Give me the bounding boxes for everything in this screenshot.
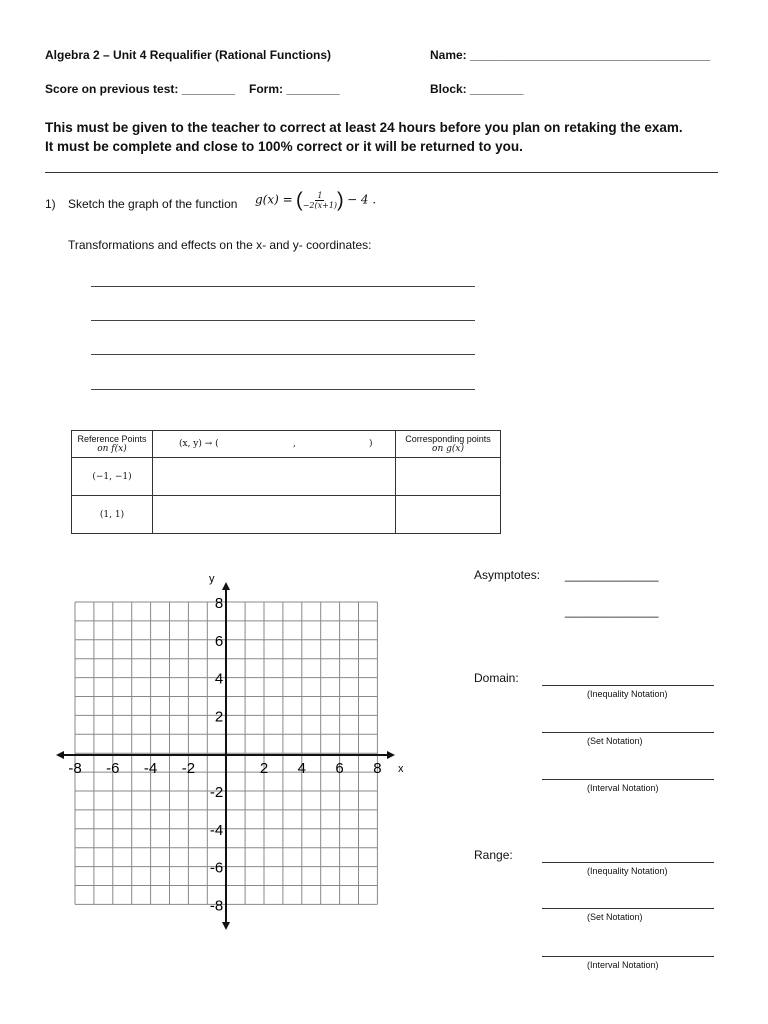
y-tick-label: 6	[214, 632, 224, 650]
x-tick-label: -8	[68, 760, 82, 778]
block-field[interactable]	[430, 82, 523, 96]
ref-point-cell: (1, 1)	[72, 496, 153, 534]
block-blank: ________	[470, 82, 524, 96]
form-label: Form:	[249, 82, 283, 96]
y-axis-up-arrow	[222, 582, 230, 590]
axes	[56, 582, 395, 930]
mapping-close: )	[369, 439, 373, 449]
y-tick-label: -2	[209, 784, 224, 801]
table-header-row	[72, 431, 501, 458]
function-rhs: − 4 .	[347, 192, 377, 207]
answer-line-4[interactable]	[91, 389, 475, 390]
x-tick-label: 6	[335, 760, 344, 778]
mapping-comma: ,	[293, 439, 296, 449]
score-field[interactable]	[45, 82, 235, 96]
corresponding-cell[interactable]	[396, 458, 501, 496]
close-paren: )	[337, 189, 344, 212]
y-axis-down-arrow	[222, 922, 230, 930]
y-tick-label: 4	[214, 670, 224, 688]
fraction-numerator: 1	[317, 191, 323, 200]
answer-line-3[interactable]	[91, 354, 475, 355]
header-mapping-rule[interactable]	[153, 431, 396, 458]
transformations-prompt: Transformations and effects on the x- and y- coordinates:	[68, 238, 372, 252]
header-ref-line-2: on f(x)	[97, 444, 127, 454]
range-inequality-note: (Inequality Notation)	[587, 866, 668, 876]
corresponding-cell[interactable]	[396, 496, 501, 534]
x-tick-label: 2	[259, 760, 269, 778]
open-paren: (	[296, 189, 303, 212]
fraction-denominator: −2(x+1)	[302, 201, 338, 210]
domain-interval-line[interactable]	[542, 779, 714, 780]
domain-set-line[interactable]	[542, 732, 714, 733]
ref-point-cell: (−1, −1)	[72, 458, 153, 496]
mapping-cell[interactable]	[153, 496, 396, 534]
table-row	[72, 458, 501, 496]
mapping-cell[interactable]	[153, 458, 396, 496]
asymptote-blank-2[interactable]: ______________	[565, 604, 659, 618]
domain-set-note: (Set Notation)	[587, 736, 643, 746]
x-tick-label: 4	[297, 760, 306, 778]
x-tick-label: -2	[181, 760, 196, 778]
score-blank: ________	[181, 82, 236, 96]
worksheet-title: Algebra 2 – Unit 4 Requalifier (Rational Functions)	[45, 48, 332, 62]
notice-line-2: It must be complete and close to 100% correct or it will be returned to you.	[45, 139, 523, 154]
range-inequality-line[interactable]	[542, 862, 714, 863]
header-corr-line-2: on g(x)	[432, 444, 464, 454]
function-expression	[255, 191, 376, 210]
form-field[interactable]	[249, 82, 340, 96]
y-tick-label: 2	[214, 708, 224, 726]
header-ref-line-1: Reference Points	[77, 434, 147, 444]
name-label: Name:	[430, 48, 467, 62]
y-axis-label: y	[209, 573, 215, 585]
y-tick-label: -8	[209, 897, 224, 915]
divider	[45, 172, 718, 173]
asymptote-blank-1[interactable]: ______________	[565, 568, 659, 582]
notice-line-1: This must be given to the teacher to correct at least 24 hours before you plan on retaking the exam.	[45, 120, 683, 135]
score-label: Score on previous test:	[45, 82, 179, 96]
asymptotes-label: Asymptotes:	[474, 568, 541, 582]
y-tick-label: -4	[209, 821, 224, 839]
x-axis-right-arrow	[387, 751, 395, 759]
table-row	[72, 496, 501, 534]
reference-points-table	[71, 430, 501, 534]
header-reference-points	[72, 431, 153, 458]
answer-line-2[interactable]	[91, 320, 475, 321]
name-field[interactable]	[430, 48, 710, 62]
question-number: 1)	[45, 197, 56, 211]
x-tick-label: 8	[373, 760, 382, 778]
header-corr-line-1: Corresponding points	[405, 434, 491, 444]
y-tick-label: -6	[209, 859, 224, 877]
domain-inequality-line[interactable]	[542, 685, 714, 686]
block-label: Block:	[430, 82, 467, 96]
range-label: Range:	[474, 848, 513, 862]
range-set-line[interactable]	[542, 908, 714, 909]
header-corresponding-points	[396, 431, 501, 458]
domain-inequality-note: (Inequality Notation)	[587, 689, 668, 699]
domain-interval-note: (Interval Notation)	[587, 783, 659, 793]
x-tick-label: -4	[143, 760, 158, 778]
question-prompt: Sketch the graph of the function	[68, 197, 238, 211]
mapping-open: (x, y) → (	[179, 439, 219, 449]
function-lhs: g(x) =	[255, 192, 293, 207]
function-fraction	[303, 191, 337, 210]
answer-line-1[interactable]	[91, 286, 475, 287]
form-blank: ________	[286, 82, 340, 96]
y-tick-label: 8	[214, 595, 224, 612]
range-interval-line[interactable]	[542, 956, 714, 957]
name-blank: ____________________________________	[470, 48, 711, 62]
range-set-note: (Set Notation)	[587, 912, 643, 922]
range-interval-note: (Interval Notation)	[587, 960, 659, 970]
domain-label: Domain:	[474, 671, 519, 685]
coordinate-grid[interactable]	[0, 560, 420, 940]
x-tick-label: -6	[106, 760, 120, 778]
x-axis-left-arrow	[56, 751, 64, 759]
x-axis-label: x	[398, 763, 404, 775]
x-tick-labels	[68, 760, 381, 777]
